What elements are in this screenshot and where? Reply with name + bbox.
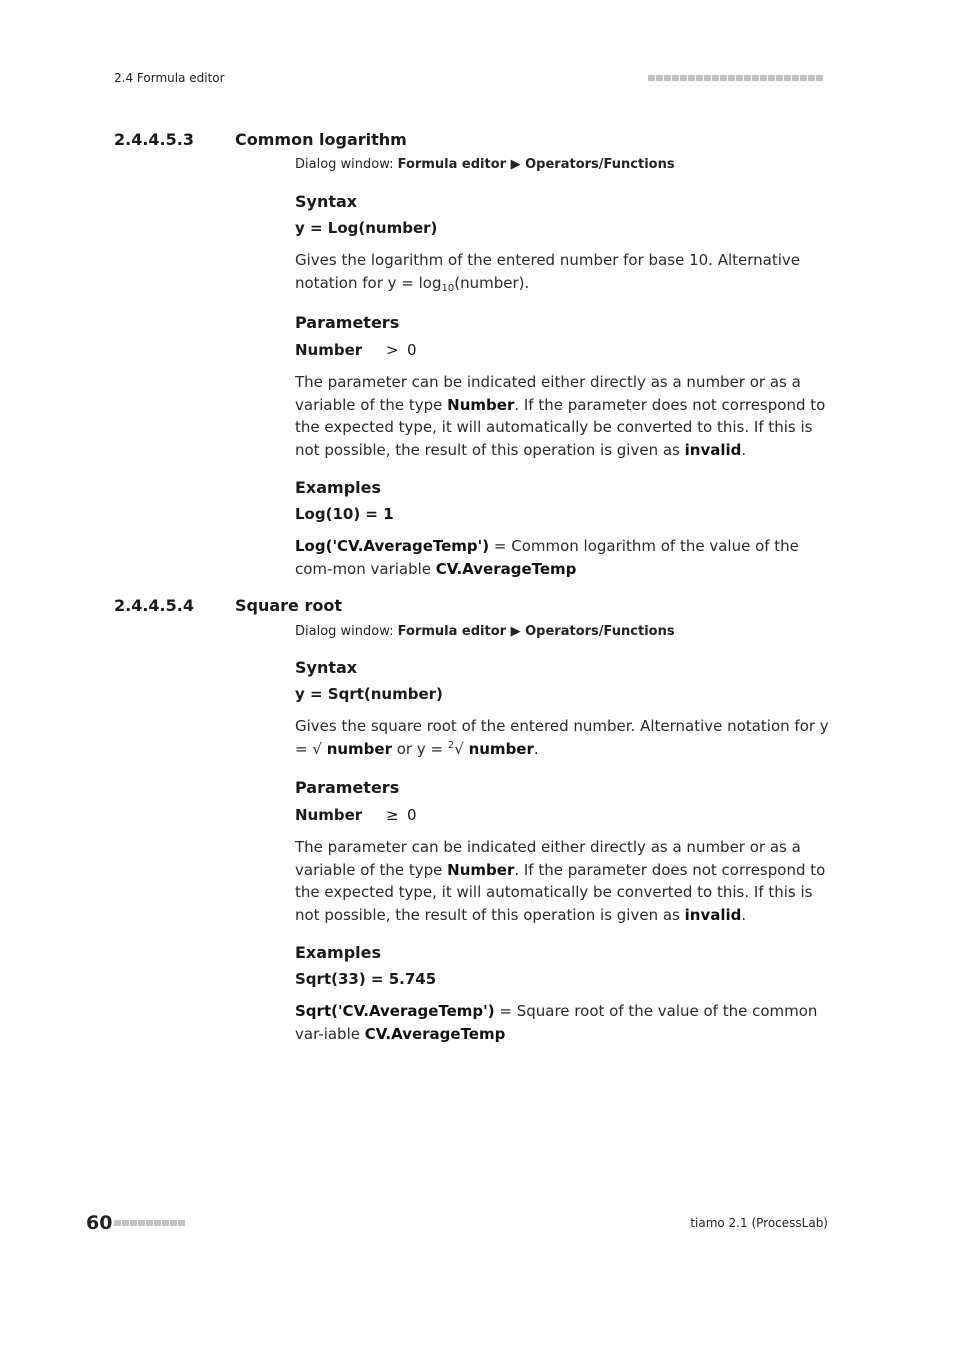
param-operator: > bbox=[386, 341, 399, 359]
section-number: 2.4.4.5.4 bbox=[114, 596, 194, 615]
param-name: Number bbox=[295, 341, 363, 359]
dialog-path: Dialog window: Formula editor ▶ Operators/Functions bbox=[295, 157, 675, 172]
example-description: Log('CV.AverageTemp') = Common logarithm of the value of the com-mon variable CV.AverageTemp bbox=[295, 537, 799, 578]
syntax-code: y = Log(number) bbox=[295, 219, 438, 237]
param-name: Number bbox=[295, 806, 363, 824]
param-operator: ≥ bbox=[386, 806, 399, 824]
parameters-heading: Parameters bbox=[295, 313, 400, 332]
param-value: 0 bbox=[407, 806, 417, 824]
example-code: Log(10) = 1 bbox=[295, 505, 394, 523]
syntax-code: y = Sqrt(number) bbox=[295, 685, 443, 703]
page-number: 60 bbox=[86, 1212, 113, 1234]
parameters-heading: Parameters bbox=[295, 778, 400, 797]
syntax-heading: Syntax bbox=[295, 658, 358, 677]
running-header: 2.4 Formula editor bbox=[114, 71, 225, 85]
section-number: 2.4.4.5.3 bbox=[114, 130, 194, 149]
example-code: Sqrt(33) = 5.745 bbox=[295, 970, 437, 988]
examples-heading: Examples bbox=[295, 478, 382, 497]
description: Gives the logarithm of the entered number for base 10. Alternative notation for $y = \log_{10}(number)$. bbox=[295, 251, 800, 294]
product-name: tiamo 2.1 (ProcessLab) bbox=[690, 1216, 828, 1230]
param-value: 0 bbox=[407, 341, 417, 359]
syntax-heading: Syntax bbox=[295, 192, 358, 211]
footer-decoration bbox=[114, 1220, 185, 1226]
description: Gives the square root of the entered number. Alternative notation for y = √ number or y = $^2$√ number. bbox=[295, 717, 829, 758]
param-description: The parameter can be indicated either directly as a number or as a variable of the type Number. If the parameter does not correspond to the expected type, it will automatically be converted to this. If this is not possible, the result of this operation is given as invalid. bbox=[295, 838, 826, 924]
examples-heading: Examples bbox=[295, 943, 382, 962]
section-title: Common logarithm bbox=[235, 130, 407, 149]
header-decoration bbox=[648, 75, 823, 81]
param-description: The parameter can be indicated either directly as a number or as a variable of the type Number. If the parameter does not correspond to the expected type, it will automatically be converted to this. If this is not possible, the result of this operation is given as invalid. bbox=[295, 373, 826, 459]
section-title: Square root bbox=[235, 596, 342, 615]
dialog-path: Dialog window: Formula editor ▶ Operators/Functions bbox=[295, 624, 675, 639]
example-description: Sqrt('CV.AverageTemp') = Square root of the value of the common var-iable CV.AverageTemp bbox=[295, 1002, 818, 1043]
